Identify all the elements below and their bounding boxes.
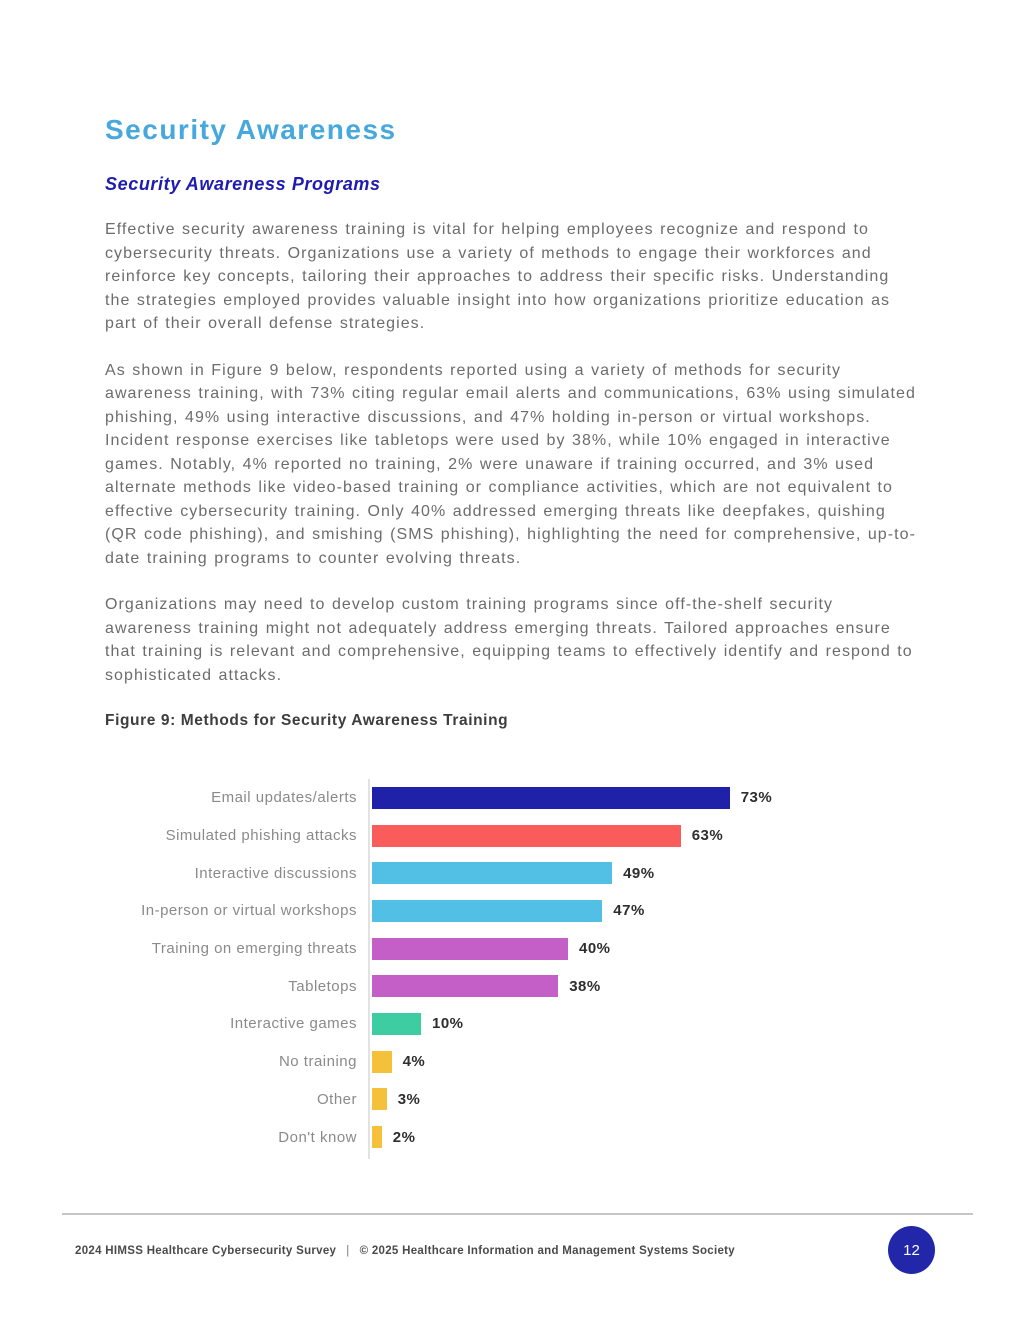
chart-row: [105, 930, 965, 968]
footer-divider: [62, 1213, 973, 1215]
chart-row: [105, 1043, 965, 1081]
figure-9-bar-chart: [105, 779, 965, 1159]
chart-category-label: Training on emerging threats: [151, 940, 357, 958]
chart-category-label: Email updates/alerts: [211, 789, 357, 807]
chart-value-label: 3%: [397, 1090, 421, 1108]
chart-bar: [372, 862, 612, 884]
paragraph-1: Effective security awareness training is vital for helping employees recognize and respond to cybersecurity threats. Organizations use a variety of methods to engage their workforces and reinforce key concepts, tailoring their approaches to address their specific risks. Understanding the strategies employed provides valuable insight into how organizations prioritize education as part of their overall defense strategies.: [105, 221, 891, 332]
chart-bar-track: [372, 930, 611, 968]
chart-value-label: 2%: [392, 1128, 416, 1146]
figure-caption: Figure 9: Methods for Security Awareness Training: [105, 712, 509, 729]
page-number: 12: [903, 1241, 920, 1259]
footer-separator: |: [346, 1245, 350, 1257]
chart-category-label: Simulated phishing attacks: [165, 827, 357, 845]
chart-category-label: No training: [278, 1053, 357, 1071]
chart-row: [105, 779, 965, 817]
chart-row: [105, 1118, 965, 1156]
chart-category-label: Other: [316, 1090, 357, 1108]
chart-value-label: 63%: [691, 827, 724, 845]
chart-value-label: 73%: [740, 789, 773, 807]
chart-bar: [372, 1051, 392, 1073]
chart-row: [105, 1081, 965, 1119]
page-content: [105, 0, 917, 730]
paragraph-3: Organizations may need to develop custom training programs since off-the-shelf security awareness training might not adequately address emerging threats. Tailored approaches ensure that training is relevant and comprehensive, equipping teams to effectively identify and respond to sophisticated attacks.: [105, 596, 913, 684]
page-number-badge: [888, 1226, 935, 1274]
chart-category-label: Tabletops: [288, 977, 357, 995]
chart-value-label: 10%: [432, 1015, 464, 1033]
chart-category-label: Don't know: [278, 1128, 357, 1146]
chart-bar: [372, 825, 681, 847]
page-title: Security Awareness: [105, 114, 397, 145]
chart-row: [105, 854, 965, 892]
section-title: Security Awareness Programs: [105, 174, 381, 194]
chart-bar-track: [372, 1043, 425, 1081]
chart-bar-track: [372, 779, 772, 817]
chart-bar-track: [372, 1118, 415, 1156]
chart-bar: [372, 938, 568, 960]
chart-value-label: 47%: [613, 902, 645, 920]
chart-bar-track: [372, 967, 601, 1005]
chart-row: [105, 892, 965, 930]
chart-bar: [372, 1088, 387, 1110]
chart-row: [105, 817, 965, 855]
chart-value-label: 49%: [623, 864, 655, 882]
chart-bar: [372, 1013, 421, 1035]
chart-bar-track: [372, 1081, 420, 1119]
chart-category-label: Interactive games: [230, 1015, 357, 1033]
chart-bar-track: [372, 854, 655, 892]
chart-bar-track: [372, 1005, 464, 1043]
chart-bar: [372, 787, 730, 809]
chart-bar-track: [372, 817, 723, 855]
footer-text: [75, 1245, 735, 1257]
chart-value-label: 4%: [402, 1053, 426, 1071]
chart-bar: [372, 1126, 382, 1148]
chart-row: [105, 967, 965, 1005]
chart-rows: [105, 779, 965, 1156]
chart-row: [105, 1005, 965, 1043]
footer-survey-name: 2024 HIMSS Healthcare Cybersecurity Survey: [75, 1245, 337, 1257]
paragraph-2: As shown in Figure 9 below, respondents reported using a variety of methods for security awareness training, with 73% citing regular email alerts and communications, 63% using simulated phishing, 49% using interactive discussions, and 47% holding in-person or virtual workshops. Incident response exercises like tabletops were used by 38%, while 10% engaged in interactive games. Notably, 4% reported no training, 2% were unaware if training occurred, and 3% used alternate methods like video-based training or compliance activities, which are not equivalent to effective cybersecurity training. Only 40% addressed emerging threats like deepfakes, quishing (QR code phishing), and smishing (SMS phishing), highlighting the need for comprehensive, up-to-date training programs to counter evolving threats.: [105, 361, 916, 567]
chart-bar: [372, 900, 602, 922]
chart-category-label: In-person or virtual workshops: [141, 902, 357, 920]
chart-category-label: Interactive discussions: [194, 864, 357, 882]
footer-copyright: © 2025 Healthcare Information and Management Systems Society: [359, 1245, 735, 1257]
chart-bar-track: [372, 892, 645, 930]
chart-value-label: 38%: [569, 977, 601, 995]
chart-bar: [372, 975, 558, 997]
chart-value-label: 40%: [579, 940, 611, 958]
